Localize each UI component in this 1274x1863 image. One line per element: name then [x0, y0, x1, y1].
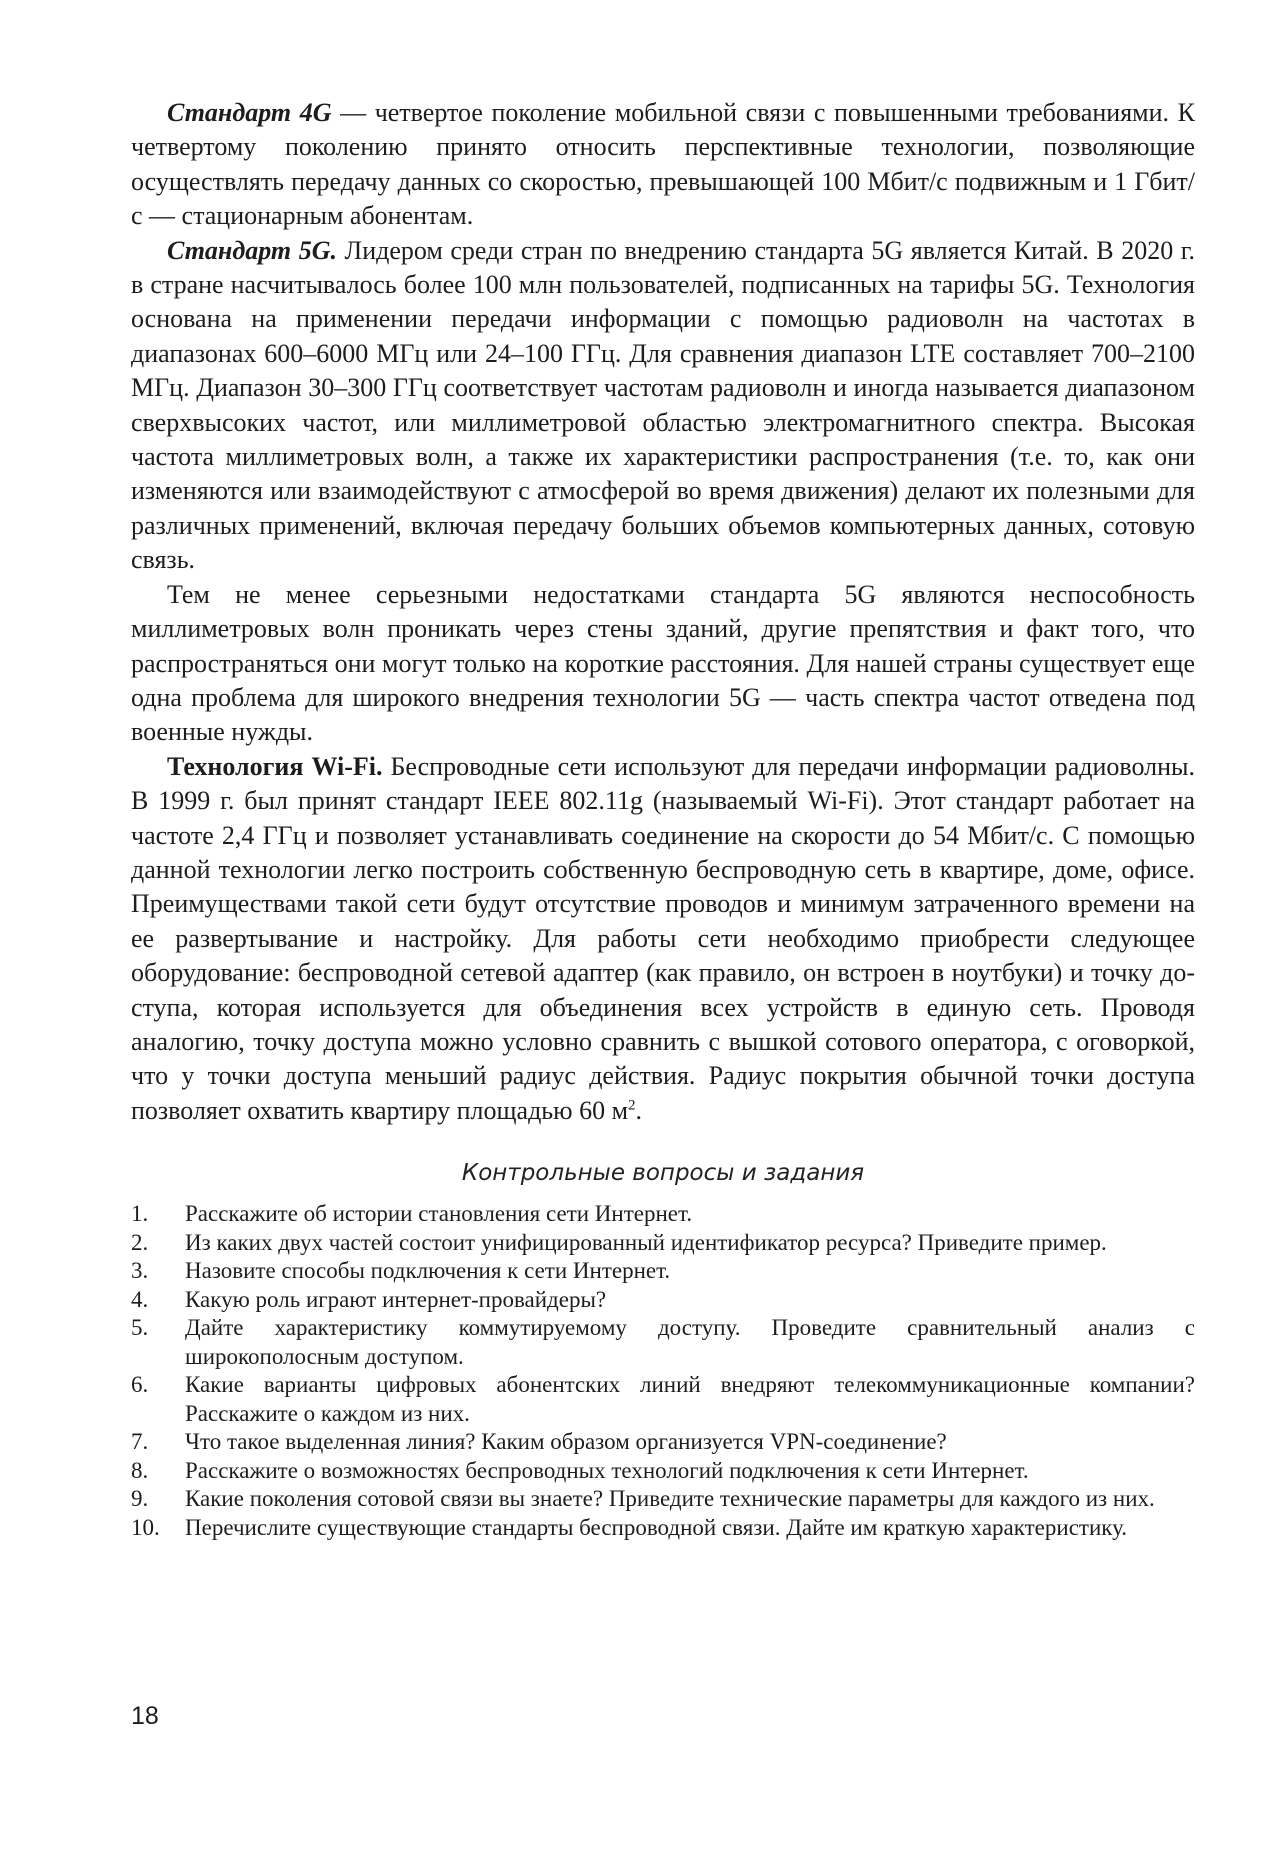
- term-5g: Стандарт 5G.: [167, 235, 337, 265]
- question-text: Дайте характеристику коммутируемому доступу. Проведите сравнительный анализ с широкополосным доступом.: [185, 1315, 1195, 1369]
- paragraph-5g: [131, 234, 1195, 578]
- question-text: Расскажите о возможностях беспроводных технологий подключения к сети Интернет.: [185, 1457, 1029, 1483]
- page-number: 18: [131, 1702, 159, 1730]
- question-item: [131, 1314, 1195, 1371]
- paragraph-wifi-text: Беспроводные сети используют для передачи информации радиоволны. В 1999 г. был принят стандарт IEEE 802.11g (называемый Wi-Fi). Этот стандарт работает на частоте 2,4 ГГц и позволяет устанавливать соединение на скорости до 54 Мбит/с. С помощью данной технологии легко построить собственную беспроводную сеть в квартире, доме, офисе. Преимуществами такой сети будут отсутствие проводов и минимум затраченного времени на ее развертывание и настройку. Для работы сети необходимо приобрести следующее оборудование: беспроводной сетевой адаптер (как правило, он встроен в ноутбуки) и точку доступа, которая используется для объединения всех устройств в единую сеть. Проводя аналогию, точку доступа можно условно сравнить с вышкой сотового оператора, с оговоркой, что у точки доступа меньший радиус действия. Радиус покрытия обычной точки доступа позволяет охватить квартиру площадью 60 м: [131, 751, 1196, 1125]
- questions-list: [131, 1200, 1195, 1542]
- question-text: Какие поколения сотовой связи вы знаете? Приведите технические параметры для каждого из них.: [185, 1486, 1155, 1512]
- question-text: Какие варианты цифровых абонентских линий внедряют телекоммуникационные компании? Расскажите о каждом из них.: [185, 1372, 1195, 1426]
- paragraph-wifi: [131, 750, 1195, 1128]
- question-item: [131, 1457, 1195, 1486]
- question-number: 9.: [131, 1486, 149, 1512]
- question-item: [131, 1200, 1195, 1229]
- question-text: Назовите способы подключения к сети Интернет.: [185, 1258, 671, 1284]
- paragraph-5g-drawbacks-text: Тем не менее серьезными недостатками стандарта 5G являются неспособность миллиметровых волн проникать через стены зданий, другие препятствия и факт того, что распространяться они могут только на короткие расстояния. Для нашей страны существует еще одна проблема для широкого внедрения технологии 5G — часть спектра частот отведена под военные нужды.: [131, 579, 1195, 747]
- paragraph-4g: [131, 96, 1195, 234]
- question-number: 5.: [131, 1315, 149, 1341]
- paragraph-5g-text: Лидером среди стран по внедрению стандарта 5G является Китай. В 2020 г. в стране насчитывалось более 100 млн пользователей, подписанных на тарифы 5G. Технология основана на применении передачи информации с помощью радиоволн на частотах в диапазонах 600–6000 МГц или 24–100 ГГц. Для сравнения диапазон LTE составляет 700–2100 МГц. Диапазон 30–300 ГГц соответствует частотам радиоволн и иногда называется диапазоном сверхвысоких частот, или миллиметровой областью электромагнитного спектра. Высокая частота миллиметровых волн, а также их характеристики распространения (т.е. то, как они изменяются или взаимодействуют с атмосферой во время движения) делают их полезными для различных применений, включая передачу больших объемов компьютерных данных, сотовую связь.: [131, 235, 1195, 575]
- paragraph-4g-text: — четвертое поколение мобильной связи с повышенными требованиями. К четвертому поколению принято относить перспективные технологии, позволяющие осуществлять передачу данных со скоростью, превышающей 100 Мбит/с подвижным и 1 Гбит/с — стационарным абонентам.: [131, 98, 1195, 231]
- question-number: 7.: [131, 1429, 149, 1455]
- page-content: [131, 96, 1195, 1542]
- question-number: 10.: [131, 1514, 160, 1540]
- question-item: [131, 1428, 1195, 1457]
- question-number: 3.: [131, 1258, 149, 1284]
- question-number: 4.: [131, 1286, 149, 1312]
- question-text: Перечислите существующие стандарты беспроводной связи. Дайте им краткую характеристику.: [185, 1514, 1128, 1540]
- paragraph-5g-drawbacks: [131, 578, 1195, 750]
- question-item: [131, 1257, 1195, 1286]
- superscript-square: 2: [628, 1097, 636, 1114]
- question-number: 1.: [131, 1201, 149, 1227]
- question-text: Что такое выделенная линия? Каким образом организуется VPN-соединение?: [185, 1429, 947, 1455]
- question-item: [131, 1229, 1195, 1258]
- paragraph-wifi-end: .: [635, 1095, 643, 1125]
- question-text: Расскажите об истории становления сети Интернет.: [185, 1201, 693, 1227]
- questions-heading: Контрольные вопросы и задания: [461, 1160, 865, 1187]
- question-number: 2.: [131, 1229, 149, 1255]
- question-number: 6.: [131, 1372, 149, 1398]
- term-4g: Стандарт 4G: [167, 98, 332, 127]
- question-number: 8.: [131, 1457, 149, 1483]
- question-item: [131, 1485, 1195, 1514]
- term-wifi: Технология Wi-Fi.: [167, 751, 383, 781]
- question-text: Какую роль играют интернет-провайдеры?: [185, 1286, 607, 1312]
- question-item: [131, 1514, 1195, 1543]
- question-item: [131, 1286, 1195, 1315]
- question-text: Из каких двух частей состоит унифицированный идентификатор ресурса? Приведите пример.: [185, 1229, 1107, 1255]
- question-item: [131, 1371, 1195, 1428]
